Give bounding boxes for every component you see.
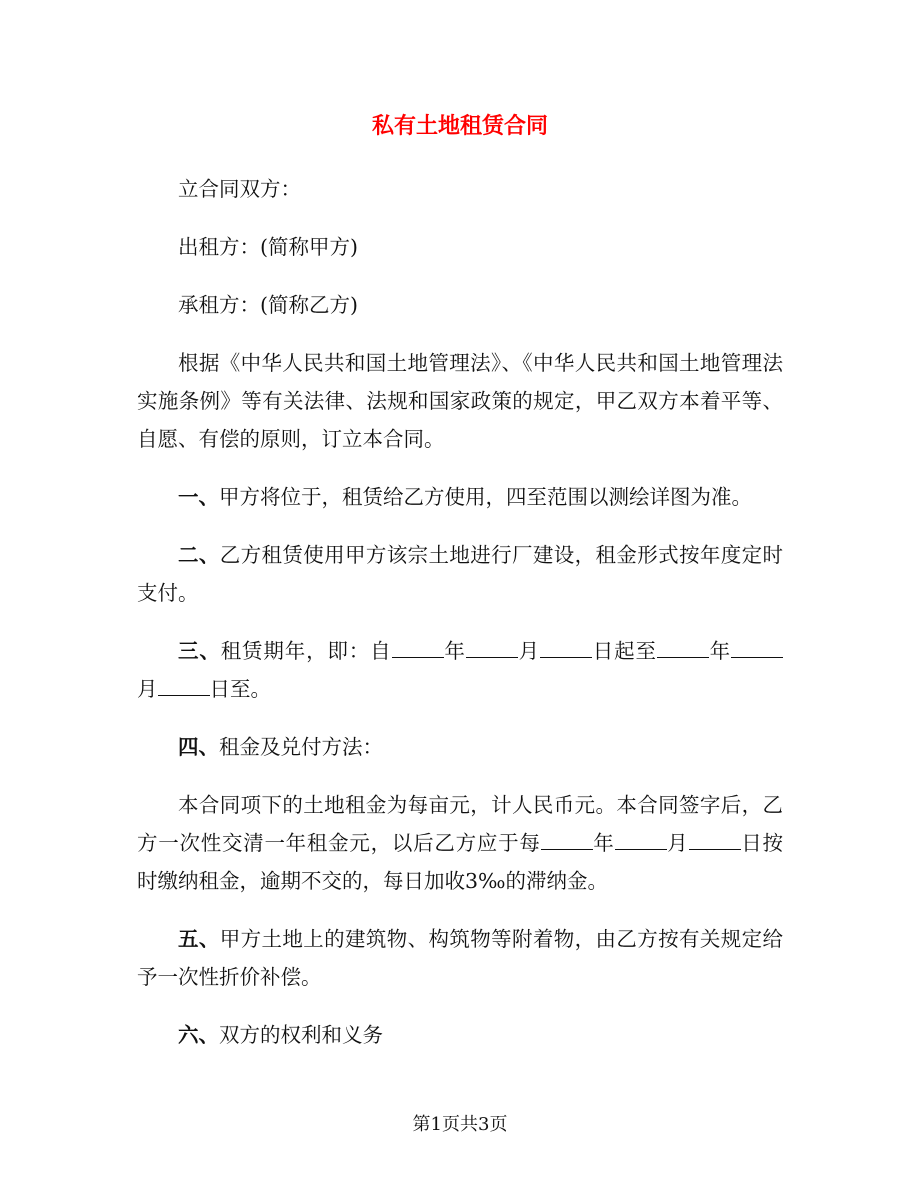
clause-6-heading: 六、 bbox=[178, 1023, 219, 1047]
parties-intro: 立合同双方： bbox=[178, 177, 301, 201]
page-number: 第1页共3页 bbox=[412, 1114, 508, 1135]
clause-2-heading: 二、 bbox=[178, 543, 220, 567]
blank-field bbox=[158, 673, 210, 696]
blank-field bbox=[689, 827, 741, 850]
document-body bbox=[137, 170, 783, 1074]
clause-1-text: 甲方将位于，租赁给乙方使用，四至范围以测绘详图为准。 bbox=[219, 485, 752, 509]
clause-3-day-end: 日至。 bbox=[209, 677, 271, 701]
clause-3-year2: 年 bbox=[708, 639, 732, 663]
blank-field bbox=[466, 635, 518, 658]
clause-5 bbox=[137, 920, 783, 996]
clause-6-text: 双方的权利和义务 bbox=[219, 1023, 383, 1047]
blank-field bbox=[615, 827, 667, 850]
rent-detail-prefix: 本合同项下的土地租金为每亩元，计人民币元。本合同签字后，乙方一次性交清一年租金元，以后乙方应于每 bbox=[137, 793, 783, 855]
blank-field bbox=[540, 635, 592, 658]
clause-3-month: 月 bbox=[517, 639, 540, 663]
clause-1 bbox=[137, 478, 783, 516]
blank-field bbox=[657, 635, 709, 658]
rent-detail-month: 月 bbox=[666, 831, 689, 855]
blank-field bbox=[541, 827, 593, 850]
clause-2 bbox=[137, 536, 783, 612]
clause-5-text: 甲方土地上的建筑物、构筑物等附着物，由乙方按有关规定给予一次性折价补偿。 bbox=[137, 927, 783, 989]
clause-3-heading: 三、 bbox=[178, 639, 221, 663]
clause-3-prefix: 租赁期年，即：自 bbox=[220, 639, 392, 663]
clause-3-day-start: 日起至 bbox=[591, 639, 657, 663]
rent-detail-paragraph bbox=[137, 786, 783, 900]
clause-4-heading: 四、 bbox=[178, 735, 219, 759]
clause-3-month2: 月 bbox=[137, 677, 158, 701]
blank-field bbox=[392, 635, 444, 658]
clause-2-text: 乙方租赁使用甲方该宗土地进行厂建设，租金形式按年度定时支付。 bbox=[137, 543, 783, 605]
blank-field bbox=[731, 635, 783, 658]
lessor-line: 出租方：(简称甲方) bbox=[178, 235, 358, 259]
clause-4-text: 租金及兑付方法： bbox=[219, 735, 383, 759]
clause-1-heading: 一、 bbox=[178, 485, 219, 509]
clause-5-heading: 五、 bbox=[178, 927, 220, 951]
clause-3-year: 年 bbox=[443, 639, 466, 663]
rent-detail-year: 年 bbox=[592, 831, 615, 855]
rent-detail-suffix: 日按时缴纳租金，逾期不交的，每日加收3‰的滞纳金。 bbox=[137, 831, 784, 893]
lessee-line: 承租方：(简称乙方) bbox=[178, 293, 358, 317]
preamble-paragraph: 根据《中华人民共和国土地管理法》、《中华人民共和国土地管理法实施条例》等有关法律、法规和国家政策的规定，甲乙双方本着平等、自愿、有偿的原则，订立本合同。 bbox=[137, 351, 783, 451]
clause-3 bbox=[137, 632, 783, 708]
clause-4 bbox=[137, 728, 783, 766]
clause-6 bbox=[137, 1016, 783, 1054]
document-title: 私有土地租赁合同 bbox=[371, 113, 548, 139]
